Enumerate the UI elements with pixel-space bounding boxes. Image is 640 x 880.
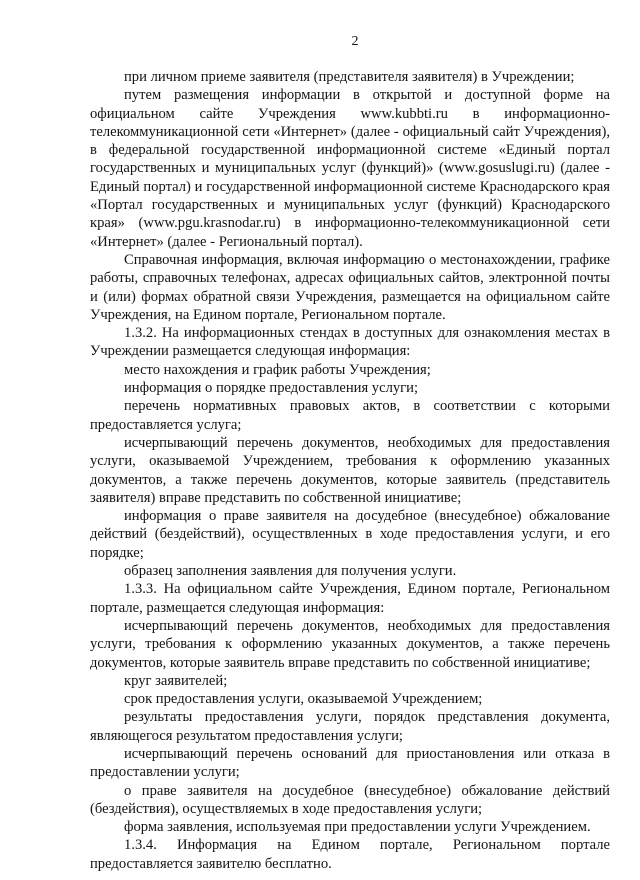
section-paragraph: 1.3.4. Информация на Едином портале, Региональном портале предоставляется заявителю бесплатно. [90,837,610,872]
page-number: 2 [351,34,359,49]
list-item: исчерпывающий перечень документов, необходимых для предоставления услуги, оказываемой Учреждением, требования к оформлению указанных документов, а также перечень документов, которые заявитель (представитель заявителя) вправе представить по собственной инициативе; [90,434,610,506]
paragraph: путем размещения информации в открытой и доступной форме на официальном сайте Учреждения www.kubbti.ru в информационно-телекоммуникационной сети «Интернет» (далее - официальный сайт Учреждения), в федеральной государственной информационной системе «Единый портал государственных и муниципальных услуг (функций)» (www.gosuslugi.ru) (далее - Единый портал) и государственной информационной системе Краснодарского края «Портал государственных и муниципальных услуг (функций) Краснодарского края» (www.pgu.krasnodar.ru) в информационно-телекоммуникационной сети «Интернет» (далее - Региональный портал). [90,87,610,250]
list-item: срок предоставления услуги, оказываемой Учреждением; [124,691,483,708]
list-item: образец заполнения заявления для получения услуги. [124,563,457,580]
list-item: круг заявителей; [124,672,228,689]
section-paragraph: 1.3.2. На информационных стендах в доступных для ознакомления местах в Учреждении размещается следующая информация: [90,325,610,360]
section-paragraph: 1.3.3. На официальном сайте Учреждения, Едином портале, Региональном портале, размещается следующая информация: [90,581,610,616]
list-item: форма заявления, используемая при предоставлении услуги Учреждением. [124,819,591,836]
list-item: результаты предоставления услуги, порядок представления документа, являющегося результатом предоставления услуги; [90,709,610,744]
document-body [90,68,610,873]
paragraph: при личном приеме заявителя (представителя заявителя) в Учреждении; [124,69,575,85]
list-item: информация о праве заявителя на досудебное (внесудебное) обжалование действий (бездействий), осуществленных в ходе предоставления услуги, и его порядке; [90,508,610,561]
paragraph: Справочная информация, включая информацию о местонахождении, графике работы, справочных телефонах, адресах официальных сайтов, электронной почты и (или) формах обратной связи Учреждения, размещается на официальном сайте Учреждения, на Едином портале, Региональном портале. [90,251,610,323]
list-item: исчерпывающий перечень оснований для приостановления или отказа в предоставлении услуги; [90,745,610,781]
list-item: исчерпывающий перечень документов, необходимых для предоставления услуги, требования к оформлению указанных документов, а также перечень документов, которые заявитель вправе представить по собственной инициативе; [90,617,610,671]
list-item: о праве заявителя на досудебное (внесудебное) обжалование действий (бездействия), осуществляемых в ходе предоставления услуги; [90,782,610,817]
list-item: место нахождения и график работы Учреждения; [124,361,431,378]
list-item: перечень нормативных правовых актов, в соответствии с которыми предоставляется услуга; [90,398,610,433]
list-item: информация о порядке предоставления услуги; [124,380,419,397]
